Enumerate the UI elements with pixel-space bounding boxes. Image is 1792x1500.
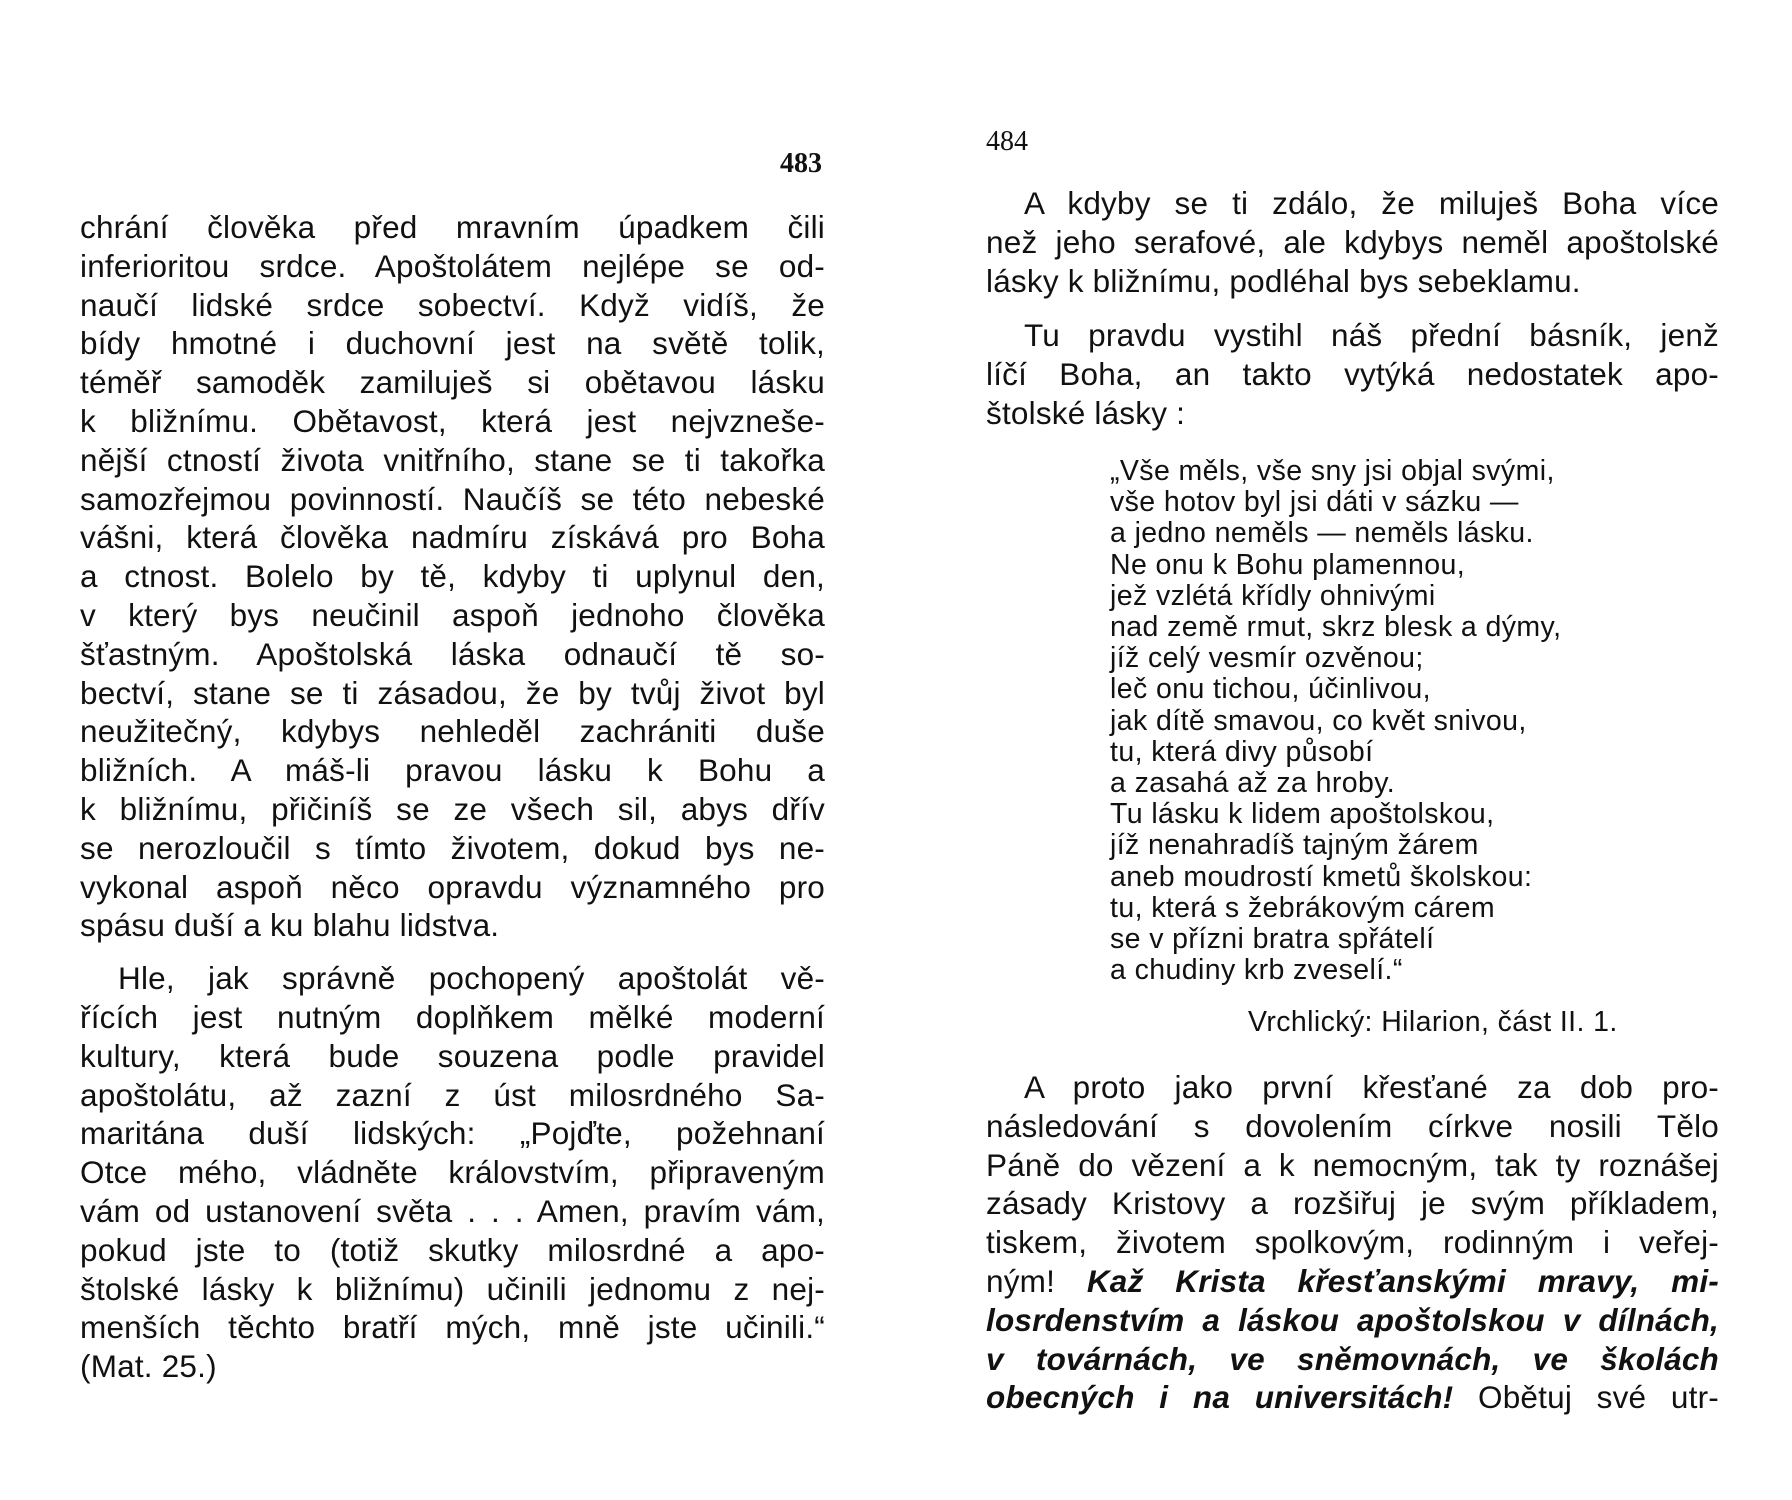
text-line: neužitečný, kdybys nehleděl zachrániti duše	[80, 713, 825, 750]
poem-line: tu, která divy působí	[1110, 735, 1374, 768]
text-line: bližních. A máš-li pravou lásku k Bohu a	[80, 752, 825, 789]
emphasis-line: losrdenstvím a láskou apoštolskou v dílnách,	[986, 1301, 1719, 1338]
emphasis-text: Kaž Krista křesťanskými mravy, mi-	[1086, 1262, 1719, 1299]
page-number-right: 484	[986, 126, 1028, 157]
text-line: v který bys neučinil aspoň jednoho člověka	[80, 596, 825, 633]
text-line: nější ctností života vnitřního, stane se ti takořka	[80, 441, 825, 478]
poem-line: a chudiny krb zveselí.“	[1110, 954, 1403, 987]
poem-line: aneb moudrostí kmetů školskou:	[1110, 860, 1533, 893]
text-line: A kdyby se ti zdálo, že miluješ Boha více	[1024, 185, 1719, 221]
text-line: řících jest nutným doplňkem mělké moderní	[80, 998, 825, 1035]
poem-line: leč onu tichou, účinlivou,	[1110, 673, 1431, 706]
text-line: vykonal aspoň něco opravdu významného pro	[80, 868, 825, 905]
text-line: pokud jste to (totiž skutky milosrdné a apo-	[80, 1231, 825, 1268]
text-line: štolské lásky :	[986, 394, 1186, 431]
text-line-mixed	[986, 1378, 1719, 1417]
text-line: než jeho serafové, ale kdybys neměl apoštolské	[986, 223, 1719, 260]
poem-line: tu, která s žebrákovým cárem	[1110, 891, 1495, 924]
text-line: bectví, stane se ti zásadou, že by tvůj život byl	[80, 674, 825, 711]
text-line: (Mat. 25.)	[80, 1348, 217, 1385]
text-line: apoštolátu, až zazní z úst milosrdného Sa-	[80, 1076, 825, 1113]
text-line: Otce mého, vládněte královstvím, připraveným	[80, 1154, 825, 1191]
page-number-left: 483	[780, 148, 822, 179]
text-line: téměř samoděk zamiluješ si obětavou lásku	[80, 364, 825, 401]
right-paragraph-2	[986, 316, 1719, 432]
text-line: Hle, jak správně pochopený apoštolát vě-	[118, 960, 825, 997]
text-line: bídy hmotné i duchovní jest na světě tolik,	[80, 325, 825, 362]
text-line: menších těchto bratří mých, mně jste učinili.“	[80, 1309, 825, 1346]
emphasis-text: obecných i na universitách!	[986, 1379, 1454, 1416]
right-paragraph-1	[986, 184, 1719, 300]
poem-attribution: Vrchlický: Hilarion, část II. 1.	[1248, 1006, 1618, 1038]
poem-line: jež vzlétá křídly ohnivými	[1110, 579, 1436, 612]
poem-line: nad země rmut, skrz blesk a dýmy,	[1110, 611, 1562, 644]
text-line: kultury, která bude souzena podle pravidel	[80, 1037, 825, 1074]
text-line-mixed	[986, 1262, 1719, 1301]
left-paragraph-1	[80, 208, 825, 945]
poem-line: jíž celý vesmír ozvěnou;	[1110, 642, 1424, 675]
poem-line: Tu lásku k lidem apoštolskou,	[1110, 798, 1495, 831]
text-line: tiskem, životem spolkovým, rodinným i veřej-	[986, 1224, 1719, 1261]
text-line: maritána duší lidských: „Pojďte, požehnaní	[80, 1115, 825, 1152]
text-line: štolské lásky k bližnímu) učinili jednomu z nej-	[80, 1270, 825, 1307]
text-fragment: ným!	[986, 1262, 1087, 1299]
poem-line: a zasahá až za hroby.	[1110, 767, 1396, 800]
text-line: chrání člověka před mravním úpadkem čili	[80, 209, 825, 245]
text-line: se nerozloučil s tímto životem, dokud bys ne-	[80, 829, 825, 866]
text-line: a ctnost. Bolelo by tě, kdyby ti uplynul den,	[80, 558, 825, 595]
poem-line: jíž nenahradíš tajným žárem	[1110, 829, 1479, 862]
text-line: naučí lidské srdce sobectví. Když vidíš, že	[80, 286, 825, 323]
poem-line: Ne onu k Bohu plamennou,	[1110, 548, 1466, 581]
emphasis-line: v továrnách, ve sněmovnách, ve školách	[986, 1340, 1719, 1377]
left-text-block	[80, 208, 825, 1386]
text-line: spásu duší a ku blahu lidstva.	[80, 907, 500, 944]
text-line: inferioritou srdce. Apoštolátem nejlépe se od-	[80, 247, 825, 284]
poem-quote	[1110, 456, 1561, 986]
poem-line: vše hotov byl jsi dáti v sázku —	[1110, 486, 1519, 519]
poem-line: a jedno neměls — neměls lásku.	[1110, 517, 1534, 550]
poem-line: „Vše měls, vše sny jsi objal svými,	[1110, 455, 1555, 487]
text-line: následování s dovolením církve nosili Tělo	[986, 1107, 1719, 1144]
right-paragraph-3	[986, 1068, 1719, 1417]
left-paragraph-2	[80, 959, 825, 1386]
text-line: Tu pravdu vystihl náš přední básník, jenž	[1024, 317, 1719, 353]
right-page	[896, 0, 1792, 1500]
poem-line: jak dítě smavou, co květ snivou,	[1110, 704, 1527, 737]
text-line: vášni, která člověka nadmíru získává pro Boha	[80, 519, 825, 556]
text-line: líčí Boha, an takto vytýká nedostatek apo-	[986, 355, 1719, 392]
text-line: Páně do vězení a k nemocným, tak ty roznášej	[986, 1146, 1719, 1183]
text-line: k bližnímu. Obětavost, která jest nejvzneše-	[80, 402, 825, 439]
text-line: k bližnímu, přičiníš se ze všech sil, abys dřív	[80, 790, 825, 827]
text-line: vám od ustanovení světa . . . Amen, pravím vám,	[80, 1192, 825, 1229]
text-fragment: Obětuj své utr-	[1453, 1379, 1719, 1416]
text-line: lásky k bližnímu, podléhal bys sebeklamu.	[986, 262, 1581, 299]
text-line: zásady Kristovy a rozšiřuj je svým příkladem,	[986, 1185, 1719, 1222]
poem-line: se v přízni bratra spřátelí	[1110, 923, 1435, 956]
text-line: šťastným. Apoštolská láska odnaučí tě so-	[80, 635, 825, 672]
text-line: samozřejmou povinností. Naučíš se této nebeské	[80, 480, 825, 517]
text-line: A proto jako první křesťané za dob pro-	[1024, 1069, 1719, 1105]
